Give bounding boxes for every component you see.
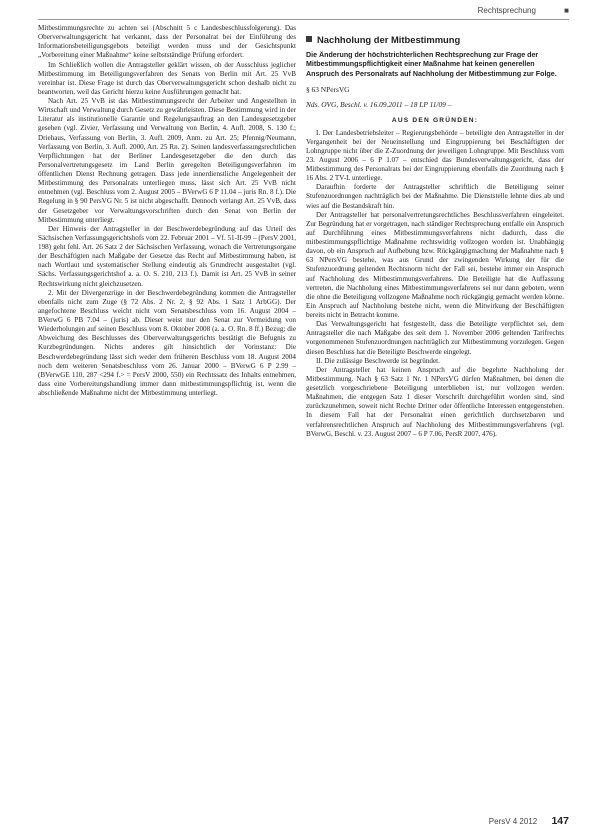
article-lead: Die Änderung der höchstrichterlichen Rechtsprechung zur Frage der Mitbestimmungspflichtigkeit einer Maßnahme hat keinen generellen Anspruch des Personalrats auf Nachholung der Mitbestimmung zur Folge. (306, 51, 557, 78)
running-header (478, 6, 569, 15)
square-bullet-icon (306, 36, 312, 42)
section-marker: ■ (564, 6, 569, 15)
legal-norm: § 63 NPersVG (306, 85, 350, 95)
right-column (306, 24, 564, 439)
right-paragraph: II. Die zulässige Beschwerde ist begründet. (316, 356, 440, 365)
court-citation: Nds. OVG, Beschl. v. 16.09.2011 – 18 LP 11/09 – (306, 100, 452, 110)
right-paragraph: Der Antragsteller hat keinen Anspruch auf die begehrte Nachholung der Mitbestimmung. Nach § 63 Satz 1 Nr. 1 NPersVG dürfen Maßnahmen, bei denen die gesetzlich vorgeschriebene Beteiligung unterblieben ist, nur vollzogen werden. Maßnahmen, die entgegen Satz 1 dieser Vorschrift durchgeführt worden sind, sind zurückzunehmen, soweit nicht Rechte Dritter oder öffentliche Interessen entgegenstehen. In diesem Fall hat der Personalrat einen gerichtlich durchsetzbaren und verfahrensrechtlichen Anspruch auf Nachholung des Mitbestimmungsverfahrens (vgl. BVerwG, Beschl. v. 23. August 2007 – 6 P 7.06, PersR 2007, 476). (306, 365, 564, 438)
left-paragraph: 2. Mit der Divergenzrüge in der Beschwerdebegründung kommen die Antragsteller ebenfalls nicht zum Zuge (§ 72 Abs. 2 Nr. 2, § 92 Abs. 1 Satz 1 ArbGG). Der angefochtene Beschluss weicht nicht vom Senatsbeschluss vom 16. August 2004 – BVerwG 6 PB 7.04 – (juris) ab. Dieser weist nur den Senat zur Vermeidung von Wiederholungen auf seinen Beschluss vom 8. Oktober 2008 (a. a. O. Rn. 8 ff.) Bezug; die Abweichung des Beschlusses des Oberverwaltungsgerichts bestätigt die Befugnis zu Kurzbegründungen. Nichts anderes gilt hinsichtlich der Vorinstanz: Die Beschwerdebegründung lässt sich weder dem früheren Beschluss vom 18. August 2004 noch dem weiteren Senatsbeschluss vom 26. Januar 2000 – BVerwG 6 P 2.99 – (BVerwGE 110, 287 <294 f.> = PersV 2000, 550) ein Rechtssatz des Inhalts entnehmen, dass eine Vorbereitungshandlung immer dann mitbestimmungspflichtig ist, wenn die abschließende Maßnahme nicht der Mitbestimmung unterliegt. (38, 288, 296, 397)
right-paragraph: Der Antragsteller hat personalvertretungsrechtliches Beschlussverfahren eingeleitet. Zur Begründung hat er vorgetragen, nach ständiger Rechtsprechung entfalle ein Anspruch auf Durchführung eines Mitbestimmungsverfahrens nicht dadurch, dass die mitbestimmungspflichtige Maßnahme rechtswidrig vollzogen worden ist. Unabhängig davon, ob ein Anspruch auf Aufhebung bzw. Rückgängigmachung der Maßnahme nach § 63 NPersVG bestehe, was aus Grund der zwingenden Wirkung der für die Stufenzuordnung geltenden Rechtsnorm nicht der Fall sei, bestehe immer ein Anspruch auf Nachholung des Mitbestimmungsverfahrens. Die Beteiligte hat die Auffassung vertreten, die Nachholung eines Mitbestimmungsverfahrens sei nur dann geboten, wenn die ohne die Beteiligung vollzogene Maßnahme noch rückgängig gemacht werden könne. Ein Anspruch auf Nachholung bestehe nicht, wenn die Mitwirkung der Beschäftigten bereits nicht in Betracht komme. (306, 210, 564, 320)
left-paragraph: Der Hinweis der Antragsteller in der Beschwerdebegründung auf das Urteil des Sächsischen Verfassungsgerichtshofs vom 22. Februar 2001 – Vf. 51-II-99 – (PersV 2001, 198) geht fehl. Art. 26 Satz 2 der Sächsischen Verfassung, wonach die Vertretungsorgane der Beschäftigten nach Maßgabe der Gesetze das Recht auf Mitbestimmung haben, ist nach Wortlaut und systematischer Stellung eindeutig als Grundrecht ausgestaltet (vgl. Sächs. Verfassungsgerichtshof a. a. O. S. 210, 213 f.). Damit ist Art. 25 VvB in seiner Rechtswirkung nicht gleichzusetzen. (38, 224, 296, 288)
right-paragraph: Das Verwaltungsgericht hat festgestellt, dass die Beteiligte verpflichtet sei, dem Antragsteller die nach Maßgabe des seit dem 1. November 2006 geltenden Tarifrechts vorgenommenen Stufenzuordnungen nachträglich zur Mitbestimmung vorzulegen. Gegen diesen Beschluss hat die Beteiligte Beschwerde eingelegt. (306, 320, 564, 356)
page-number: 147 (551, 815, 569, 827)
right-paragraph: Daraufhin forderte der Antragsteller schriftlich die Beteiligung seiner Stufenzuordnungen nachträglich bei der Maßnahme. Die Dienststelle lehnte dies ab und wies auf die Bestandskraft hin. (306, 183, 564, 210)
right-paragraph: I. Der Landesbetriebsleiter – Regierungsbehörde – beteiligte den Antragsteller in der Vergangenheit bei der Neueinstellung und Eingruppierung bei Beschäftigten der Lohngruppe nicht über die Z-Zuordnung der jeweiligen Lohngruppe. Mit Beschluss vom 23. August 2006 – 6 P 1.07 – entschied das Bundesverwaltungsgericht, dass der Mitbestimmung des Personalrats bei der Eingruppierung ebenfalls die Zuordnung nach § 16 Abs. 2 TV-L unterliege. (306, 128, 564, 183)
article-headline (306, 34, 564, 46)
gruende-heading: AUS DEN GRÜNDEN: (391, 117, 479, 125)
page-footer (489, 815, 569, 827)
header-rule (38, 19, 569, 20)
journal-issue: PersV 4 2012 (488, 817, 538, 826)
section-title: Rechtsprechung (477, 6, 536, 15)
left-paragraph: Im Schließlich wollen die Antragsteller geklärt wissen, ob der Ausschluss jeglicher Mitbestimmung im Beteiligungsverfahren des Senats von Berlin mit Art. 25 VvB vereinbar ist. Diese Frage ist durch das Oberverwaltungsgericht schon deshalb nicht zu beantworten, weil das Gericht hierzu keine Ausführungen gemacht hat. (38, 60, 296, 96)
left-column (38, 24, 296, 398)
headline-text: Nachholung der Mitbestimmung (317, 34, 461, 45)
left-paragraph: Nach Art. 25 VvB ist das Mitbestimmungsrecht der Arbeiter und Angestellten in Wirtschaft und Verwaltung durch Gesetz zu gewährleisten. Diese Bestimmung wird in der Literatur als institutionelle Garantie und Regelungsauftrag an den Landesgesetzgeber gesehen (vgl. Zivier, Verfassung und Verwaltung von Berlin, 4. Aufl. 2008, S. 130 f.; Driehaus, Verfassung von Berlin, 3. Aufl. 2009, Anm. zu Art. 25; Pfennig/Neumann, Verfassung von Berlin, 3. Aufl. 2000, Art. 25 Rn. 2). Seinen landesverfassungsrechtlichen Verpflichtungen hat der Berliner Landesgesetzgeber die den durch das Personalvertretungsgesetz im Land Berlin geregelten Beteiligungsverfahren im öffentlichen Dienst Rechnung getragen. Dass jede innerdienstliche Angelegenheit der Mitbestimmung des Personalrats unterliegen muss, lässt sich Art. 25 VvB nicht entnehmen (vgl. Beschluss vom 2. August 2005 – BVerwG 6 P 11.04 – juris Rn. 8 f.). Die Regelung in § 90 PersVG Nr. 5 ist nicht abgeschafft. Dennoch verlangt Art. 25 VvB, dass der Gesetzgeber vor Verwaltungsvorschriften durch den Senat von Berlin der Mitbestimmung unterliegt. (38, 97, 296, 224)
left-paragraph: Mitbestimmungsrechte zu achten sei (Abschnitt 5 c Landesbeschlussfolgerung). Das Oberverwaltungsgericht hat verkannt, dass der Personalrat bei der Einführung des Informationsbeteiligungsgebots beteiligt werden muss und der Gesichtspunkt „Vorbereitung einer Maßnahme“ keine selbstständige Prüfung erfordert. (38, 24, 296, 60)
